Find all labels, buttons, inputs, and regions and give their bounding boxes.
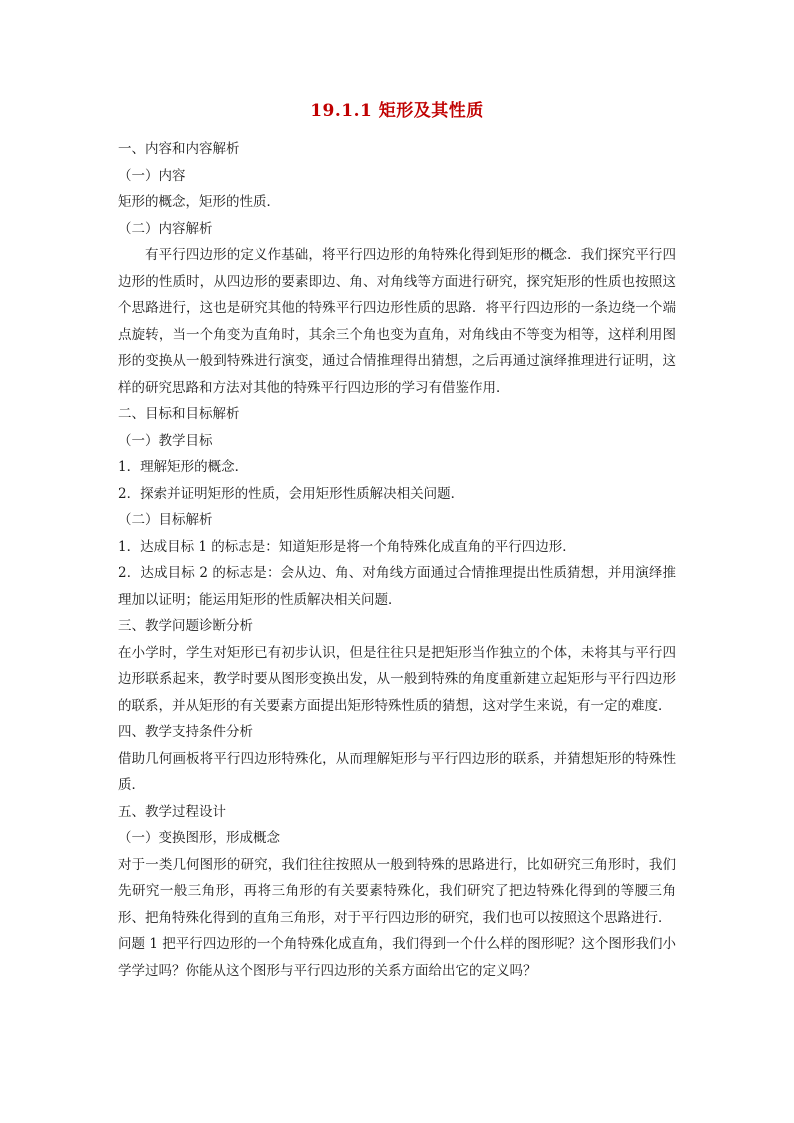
support-conditions-paragraph: 借助几何画板将平行四边形特殊化，从而理解矩形与平行四边形的联系，并猜想矩形的特殊性质． — [118, 750, 676, 793]
subsection-heading-content: （一）内容 — [118, 167, 186, 184]
question-1: 问题 1 把平行四边形的一个角特殊化成直角，我们得到一个什么样的图形呢？这个图形我们小学学过吗？你能从这个图形与平行四边形的关系方面给出它的定义吗？ — [118, 936, 676, 979]
section-heading-problem-diagnosis: 三、教学问题诊断分析 — [118, 618, 253, 634]
section-heading-goals: 二、目标和目标解析 — [118, 406, 240, 422]
goal-analysis-item-1: 1．达成目标 1 的标志是：知道矩形是将一个角特殊化成直角的平行四边形． — [118, 538, 576, 555]
subsection-heading-teaching-goals: （一）教学目标 — [118, 432, 213, 449]
subsection-heading-content-analysis: （二）内容解析 — [118, 220, 213, 237]
document-page — [118, 100, 676, 984]
page-title: 19.1.1 矩形及其性质 — [310, 101, 484, 121]
content-text: 矩形的概念，矩形的性质． — [118, 194, 280, 210]
goal-item-1: 1．理解矩形的概念． — [118, 459, 249, 475]
problem-diagnosis-paragraph: 在小学时，学生对矩形已有初步认识，但是往往只是把矩形当作独立的个体，未将其与平行四边形联系起来，教学时要从图形变换出发，从一般到特殊的角度重新建立起矩形与平行四边形的联系，并从矩形的有关要素方面提出矩形特殊性质的猜想，这对学生来说，有一定的难度． — [118, 644, 676, 714]
subsection-heading-transform-shapes: （一）变换图形，形成概念 — [118, 830, 280, 846]
goal-item-2: 2．探索并证明矩形的性质，会用矩形性质解决相关问题． — [118, 485, 465, 502]
section-heading-support-conditions: 四、教学支持条件分析 — [118, 724, 253, 740]
section-heading-content: 一、内容和内容解析 — [118, 141, 240, 157]
section-heading-teaching-process: 五、教学过程设计 — [118, 803, 226, 820]
subsection-heading-goal-analysis: （二）目标解析 — [118, 512, 213, 528]
content-analysis-paragraph: 有平行四边形的定义作基础，将平行四边形的角特殊化得到矩形的概念．我们探究平行四边形的性质时，从四边形的要素即边、角、对角线等方面进行研究，探究矩形的性质也按照这个思路进行，这也是研究其他的特殊平行四边形性质的思路．将平行四边形的一条边绕一个端点旋转，当一个角变为直角时，其余三个角也变为直角，对角线由不等变为相等，这样利用图形的变换从一般到特殊进行演变，通过合情推理得出猜想，之后再通过演绎推理进行证明，这样的研究思路和方法对其他的特殊平行四边形的学习有借鉴作用． — [118, 247, 676, 396]
teaching-process-paragraph: 对于一类几何图形的研究，我们往往按照从一般到特殊的思路进行，比如研究三角形时，我们先研究一般三角形，再将三角形的有关要素特殊化，我们研究了把边特殊化得到的等腰三角形、把角特殊化得到的直角三角形，对于平行四边形的研究，我们也可以按照这个思路进行． — [118, 856, 676, 926]
goal-analysis-item-2: 2．达成目标 2 的标志是：会从边、角、对角线方面通过合情推理提出性质猜想，并用演绎推理加以证明；能运用矩形的性质解决相关问题． — [118, 565, 676, 608]
